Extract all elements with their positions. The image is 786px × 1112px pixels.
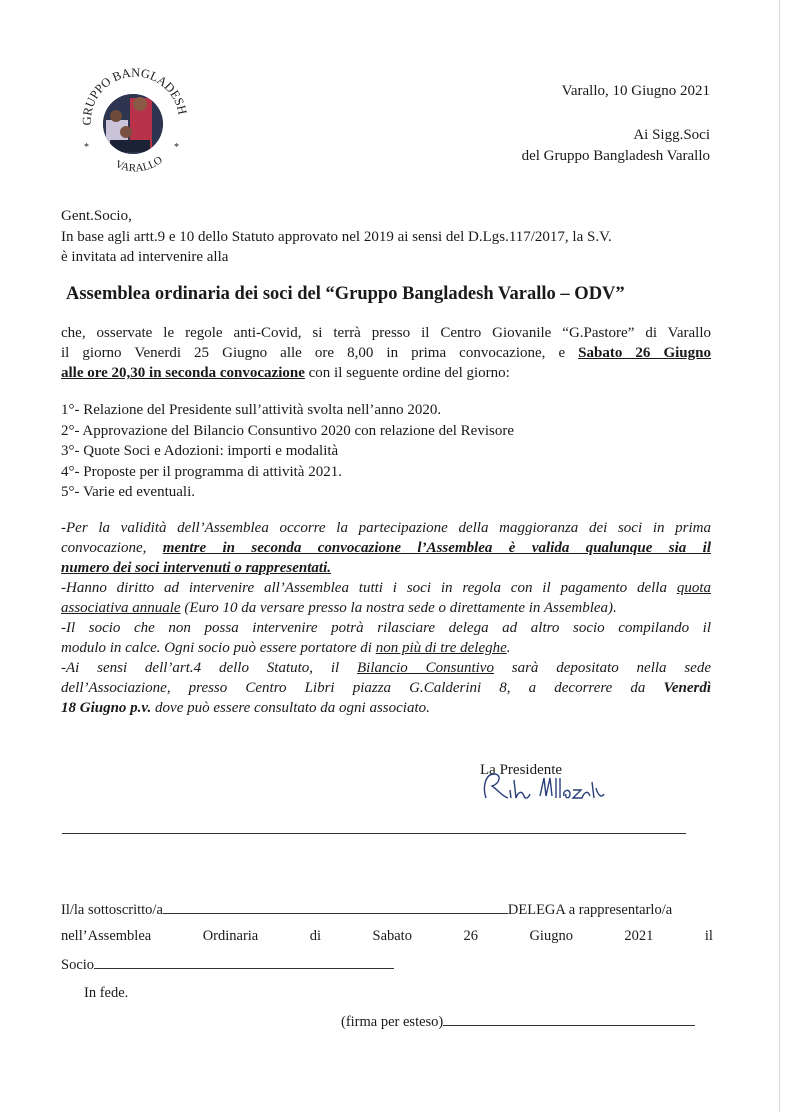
undersigned-name-field[interactable] xyxy=(163,899,508,914)
note-2-line-2 xyxy=(61,598,711,618)
note-text: (Euro 10 da versare presso la nostra sede o direttamente in Assemblea). xyxy=(180,600,617,616)
assembly-word: Ordinaria xyxy=(202,928,259,944)
assembly-word: il xyxy=(704,928,713,944)
assembly-word: Giugno xyxy=(529,928,573,944)
note-emphasis: numero dei soci intervenuti o rappresentati. xyxy=(61,560,332,576)
convocation-line-1: che, osservate le regole anti-Covid, si terrà presso il Centro Giovanile “G.Pastore” di Varallo xyxy=(61,325,711,341)
recipient-line-2: del Gruppo Bangladesh Varallo xyxy=(521,148,710,164)
convocation-line-2 xyxy=(61,343,711,363)
note-underlined: non più di tre deleghe xyxy=(375,640,507,656)
in-faith: In fede. xyxy=(84,985,129,1001)
note-underlined: associativa annuale xyxy=(61,600,181,616)
member-name-field[interactable] xyxy=(94,954,394,969)
agenda-item: 2°- Approvazione del Bilancio Consuntivo 2020 con relazione del Revisore xyxy=(61,422,514,439)
note-3-line-1: -Il socio che non possa intervenire potrà rilasciare delega ad altro socio compilando il xyxy=(61,620,711,636)
greeting: Gent.Socio, xyxy=(61,208,132,224)
signature-role: La Presidente xyxy=(480,762,563,778)
convocation xyxy=(61,323,711,383)
undersigned-label: Il/la sottoscritto/a xyxy=(61,902,163,918)
signature-field[interactable] xyxy=(443,1011,695,1026)
second-call-time: alle ore 20,30 in seconda convocazione xyxy=(61,365,305,381)
agenda-item: 5°- Varie ed eventuali. xyxy=(61,484,196,500)
convocation-text: il giorno Venerdi 25 Giugno alle ore 8,00 in prima convocazione, e xyxy=(61,345,579,361)
note-text: convocazione, xyxy=(61,540,163,556)
logo-bottom-text: VARALLO xyxy=(113,153,165,175)
note-underlined: Bilancio Consuntivo xyxy=(356,660,494,676)
intro-line-2: è invitata ad intervenire alla xyxy=(61,249,229,265)
star-icon: * xyxy=(174,142,179,153)
note-text: -Hanno diritto ad intervenire all’Assemblea tutti i soci in regola con il pagamento della xyxy=(61,580,677,596)
signature-label: (firma per esteso) xyxy=(341,1014,444,1030)
note-1-line-2 xyxy=(61,538,711,558)
member-label: Socio xyxy=(61,957,95,973)
assembly-word: di xyxy=(309,928,322,944)
page-title: Assemblea ordinaria dei soci del “Gruppo Bangladesh Varallo – ODV” xyxy=(66,284,625,304)
recipient-line-1: Ai Sigg.Soci xyxy=(633,127,710,143)
note-text: modulo in calce. Ogni socio può essere portatore di xyxy=(61,640,376,656)
note-1-line-1: -Per la validità dell’Assemblea occorre la partecipazione della maggioranza dei soci in prima xyxy=(61,520,711,536)
date-line: Varallo, 10 Giugno 2021 xyxy=(561,83,710,99)
note-text: sarà depositato nella sede xyxy=(493,660,711,676)
note-4-line-1 xyxy=(61,658,711,678)
assembly-word: 26 xyxy=(463,928,478,944)
star-icon: * xyxy=(84,142,89,153)
page-edge xyxy=(779,0,780,1112)
convocation-line-3 xyxy=(61,363,711,383)
assembly-row xyxy=(61,926,713,946)
note-emphasis: mentre in seconda convocazione l’Assemblea è valida qualunque sia il xyxy=(162,540,711,556)
assembly-word: Sabato xyxy=(372,928,412,944)
note-1-line-3 xyxy=(61,558,711,578)
delegates-label: DELEGA a rappresentarlo/a xyxy=(507,902,673,918)
note-text: dell’Associazione, presso Centro Libri piazza G.Calderini 8, a decorrere da xyxy=(61,680,664,696)
agenda-item: 1°- Relazione del Presidente sull’attività svolta nell’anno 2020. xyxy=(61,402,442,418)
intro xyxy=(61,206,711,265)
note-4-line-3 xyxy=(61,698,711,718)
association-logo xyxy=(70,58,200,188)
signature-row xyxy=(341,1011,695,1032)
handwritten-signature xyxy=(478,768,608,810)
logo-top-text: GRUPPO BANGLADESH xyxy=(79,65,190,126)
assembly-word: nell’Assemblea xyxy=(61,928,152,944)
agenda-item: 3°- Quote Soci e Adozioni: importi e modalità xyxy=(61,443,339,459)
second-call-date: Sabato 26 Giugno xyxy=(578,345,711,361)
assembly-word: 2021 xyxy=(624,928,654,944)
note-text: dove può essere consultato da ogni associato. xyxy=(151,700,430,716)
member-row xyxy=(61,954,394,975)
undersigned-row xyxy=(61,899,672,920)
notes xyxy=(61,518,711,718)
note-3-line-2 xyxy=(61,638,711,658)
note-underlined: quota xyxy=(676,580,711,596)
agenda-list xyxy=(61,400,514,503)
note-4-line-2 xyxy=(61,678,711,698)
note-emphasis: Venerdì xyxy=(663,680,711,696)
convocation-text: con il seguente ordine del giorno: xyxy=(304,365,510,381)
agenda-item: 4°- Proposte per il programma di attività 2021. xyxy=(61,463,342,480)
intro-line-1: In base agli artt.9 e 10 dello Statuto approvato nel 2019 ai sensi del D.Lgs.117/2017, la S.V. xyxy=(61,229,612,245)
note-text: -Ai sensi dell’art.4 dello Statuto, il xyxy=(61,660,357,676)
note-emphasis: 18 Giugno p.v. xyxy=(61,700,152,716)
note-text: . xyxy=(506,640,511,656)
note-2-line-1 xyxy=(61,578,711,598)
signature-separator xyxy=(62,833,686,834)
